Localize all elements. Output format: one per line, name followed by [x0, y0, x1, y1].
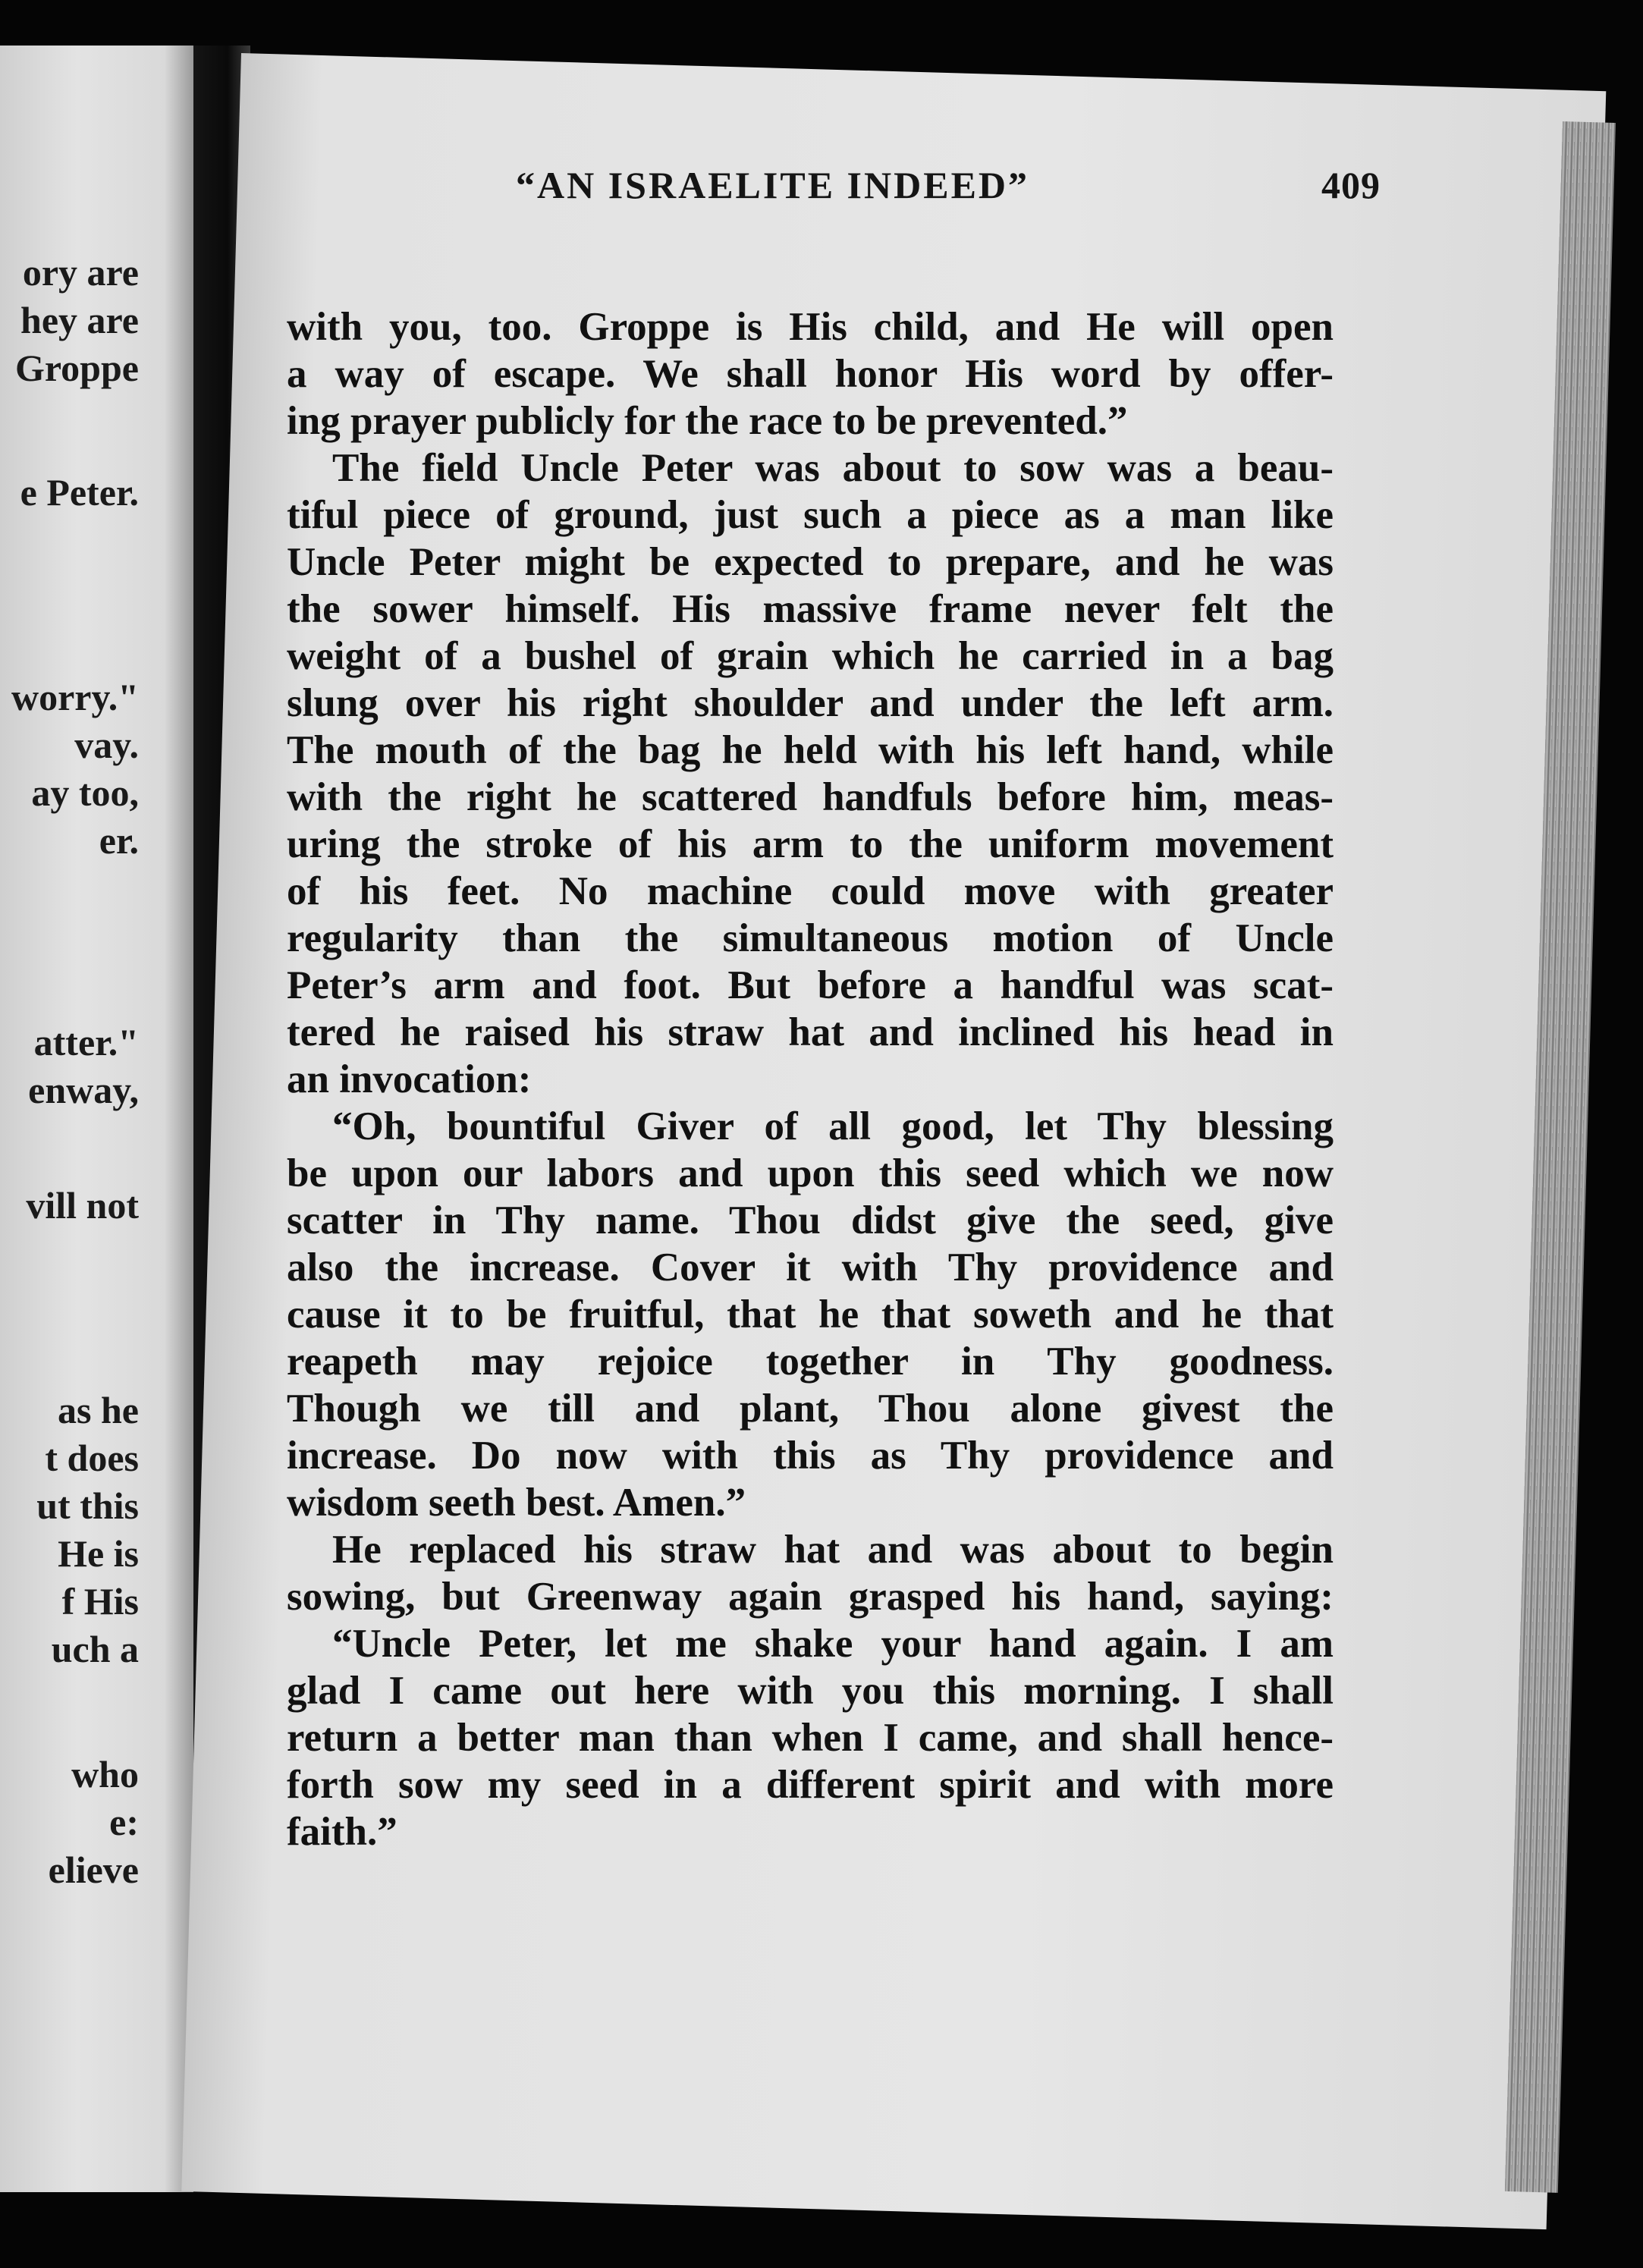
text-line: scatter in Thy name. Thou didst give the seed, give	[287, 1198, 1334, 1242]
text-line: be upon our labors and upon this seed which we now	[287, 1151, 1334, 1195]
text-line: glad I came out here with you this morning. I shall	[287, 1669, 1334, 1713]
text-line: Though we till and plant, Thou alone givest the	[287, 1387, 1334, 1431]
previous-page-line: t does	[45, 1437, 139, 1479]
previous-page-line: f His	[61, 1580, 139, 1622]
previous-page-line: vay.	[74, 724, 139, 766]
previous-page-line: as he	[58, 1389, 139, 1431]
previous-page-line: ory are	[22, 251, 139, 294]
text-line: tiful piece of ground, just such a piece as a man like	[287, 493, 1334, 537]
page-header	[288, 163, 1381, 207]
text-line: regularity than the simultaneous motion of Uncle	[287, 916, 1334, 960]
text-line: faith.”	[287, 1810, 397, 1854]
text-line: of his feet. No machine could move with greater	[287, 869, 1334, 913]
text-line: The mouth of the bag he held with his left hand, while	[287, 728, 1334, 772]
text-line: with you, too. Groppe is His child, and He will open	[287, 305, 1334, 349]
text-line: reapeth may rejoice together in Thy goodness.	[287, 1340, 1334, 1384]
text-line: an invocation:	[287, 1057, 532, 1101]
text-line: uring the stroke of his arm to the uniform movement	[287, 822, 1334, 866]
text-line: increase. Do now with this as Thy providence and	[287, 1434, 1334, 1478]
previous-page-line: atter."	[33, 1021, 139, 1063]
text-line: slung over his right shoulder and under the left arm.	[287, 681, 1334, 725]
previous-page-line: vill not	[26, 1184, 139, 1227]
text-line: with the right he scattered handfuls before him, meas-	[287, 775, 1334, 819]
text-line: He replaced his straw hat and was about to begin	[332, 1528, 1334, 1572]
previous-page-line: hey are	[20, 299, 139, 341]
previous-page-line: enway,	[28, 1069, 139, 1111]
previous-page-line: uch a	[51, 1628, 139, 1670]
text-line: wisdom seeth best. Amen.”	[287, 1481, 746, 1525]
previous-page-line: elieve	[48, 1849, 139, 1891]
text-line: ing prayer publicly for the race to be prevented.”	[287, 399, 1128, 443]
page-number: 409	[1321, 164, 1381, 206]
previous-page-line: worry."	[11, 676, 139, 718]
text-line: cause it to be fruitful, that he that soweth and he that	[287, 1293, 1334, 1337]
previous-page-line: er.	[99, 819, 139, 862]
text-line: Uncle Peter might be expected to prepare, and he was	[287, 540, 1334, 584]
previous-page-line: ut this	[36, 1484, 139, 1527]
previous-page-line: Groppe	[15, 347, 139, 389]
text-line: The field Uncle Peter was about to sow was a beau-	[332, 446, 1334, 490]
previous-page-line: who	[71, 1753, 139, 1795]
text-line: “Oh, bountiful Giver of all good, let Thy blessing	[332, 1104, 1334, 1148]
previous-page-line: e Peter.	[20, 471, 139, 514]
running-head: “AN ISRAELITE INDEED”	[516, 164, 1030, 206]
text-line: a way of escape. We shall honor His word by offer-	[287, 352, 1334, 396]
text-line: forth sow my seed in a different spirit and with more	[287, 1763, 1334, 1807]
previous-page	[0, 46, 193, 2192]
text-line: tered he raised his straw hat and inclined his head in	[287, 1010, 1334, 1054]
previous-page-line: e:	[109, 1801, 139, 1843]
text-line: return a better man than when I came, and shall hence-	[287, 1716, 1334, 1760]
previous-page-line: He is	[58, 1532, 139, 1575]
text-line: weight of a bushel of grain which he carried in a bag	[287, 634, 1334, 678]
text-line: also the increase. Cover it with Thy providence and	[287, 1246, 1334, 1289]
text-line: “Uncle Peter, let me shake your hand again. I am	[332, 1622, 1334, 1666]
text-line: sowing, but Greenway again grasped his hand, saying:	[287, 1575, 1334, 1619]
text-line: Peter’s arm and foot. But before a handful was scat-	[287, 963, 1334, 1007]
previous-page-line: ay too,	[31, 771, 139, 814]
body-text	[287, 303, 1334, 1855]
text-line: the sower himself. His massive frame never felt the	[287, 587, 1334, 631]
